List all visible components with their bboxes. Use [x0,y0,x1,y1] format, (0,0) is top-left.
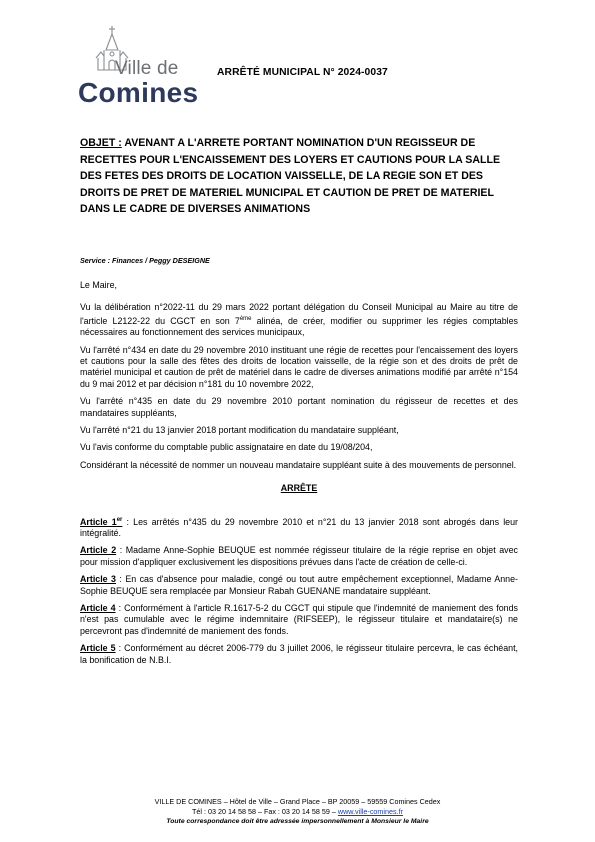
article-text: : Madame Anne-Sophie BEUQUE est nommée régisseur titulaire de la régie reprise en objet avec pour mission d'appliquer exclusivement les dispositions prévues dans l'acte de création de celle-ci. [80,545,518,567]
objet-label: OBJET : [80,137,122,149]
article-1 [80,515,518,540]
article-text: : En cas d'absence pour maladie, congé ou tout autre empêchement exceptionnel, Madame Anne-Sophie BEUQUE sera remplacée par Monsieur Rabah GUENANE mandataire suppléant. [80,574,518,596]
article-label: Article 2 [80,545,117,556]
vu-paragraph-1: Vu la délibération n°2022-11 du 29 mars 2022 portant délégation du Conseil Municipal au Maire au titre de l'article L2122-22 du CGCT en son 7ème alinéa, de créer, modifier ou supprimer les régies comptables nécessaires au fonctionnement des services municipaux, [80,302,518,338]
footer-address: VILLE DE COMINES – Hôtel de Ville – Grand Place – BP 20059 – 59559 Comines Cedex [154,797,441,806]
vu-paragraph-2: Vu l'arrêté n°434 en date du 29 novembre 2010 instituant une régie de recettes pour l'encaissement des loyers et cautions pour la salle des fêtes des droits de location vaisselle, de la régie son et des droits de prêt de matériel municipal et caution de prêt de matériel dans le cadre de diverses animations modifié par arrêté n°154 du 9 mai 2012 et par décision n°181 du 10 novembre 2022, [80,344,518,389]
city-logo [78,24,199,110]
article-text: : Les arrêtés n°435 du 29 novembre 2010 et n°21 du 13 janvier 2018 sont abrogés dans leur intégralité. [80,516,518,539]
vu-paragraph-4: Vu l'arrêté n°21 du 13 janvier 2018 portant modification du mandataire suppléant, [80,425,399,436]
website-link[interactable]: www.ville-comines.fr [337,807,403,816]
vu-paragraph-5: Vu l'avis conforme du comptable public assignataire en date du 19/08/204, [80,442,373,453]
logo-comines-text: Comines [78,77,199,108]
service-line: Service : Finances / Peggy DESEIGNE [80,256,210,265]
article-label: Article 5 [80,643,116,654]
article-label: Article 1er [80,516,123,527]
document-body [80,280,518,672]
article-4 [80,603,518,637]
vu-paragraph-3: Vu l'arrêté n°435 en date du 29 novembre 2010 portant nomination du régisseur de recettes et des mandataires suppléants, [80,396,518,418]
footer-note: Toute correspondance doit être adressée impersonnellement à Monsieur le Maire [166,818,429,825]
considerant-paragraph: Considérant la nécessité de nommer un nouveau mandataire suppléant suite à des mouvements de personnel. [80,459,517,470]
article-2 [80,545,518,568]
arrete-heading: ARRÊTE [280,483,318,494]
article-label: Article 4 [80,603,116,614]
article-label: Article 3 [80,574,116,585]
document-title: ARRÊTÉ MUNICIPAL N° 2024-0037 [217,67,388,78]
logo-ville-text: Ville de [115,58,179,79]
article-text: : Conformément au décret 2006-779 du 3 juillet 2006, le régisseur titulaire percevra, le cas échéant, la bonification de N.B.I. [80,643,518,665]
article-text: : Conformément à l'article R.1617-5-2 du CGCT qui stipule que l'indemnité de maniement des fonds n'est pas cumulable avec le régime indemnitaire (RIFSEEP), le régisseur titulaire et mandataire(s) ne percevront pas d'indemnité de maniement des fonds. [80,603,518,636]
footer-contact [60,807,535,817]
objet-block [80,135,520,218]
footer-phone-fax: Tél : 03 20 14 58 58 – Fax : 03 20 14 58 59 – [192,807,338,816]
article-3 [80,574,518,597]
objet-text: AVENANT A L'ARRETE PORTANT NOMINATION D'UN REGISSEUR DE RECETTES POUR L'ENCAISSEMENT DES LOYERS ET CAUTIONS POUR LA SALLE DES FETES DES DROITS DE LOCATION VAISSELLE, DE LA REGIE SON ET DES DROITS DE PRET DE MATERIEL MUNICIPAL ET CAUTION DE PRET DE MATERIEL DANS LE CADRE DE DIVERSES ANIMATIONS [80,137,501,215]
le-maire: Le Maire, [80,280,117,290]
footer [60,797,535,827]
article-5 [80,643,518,666]
